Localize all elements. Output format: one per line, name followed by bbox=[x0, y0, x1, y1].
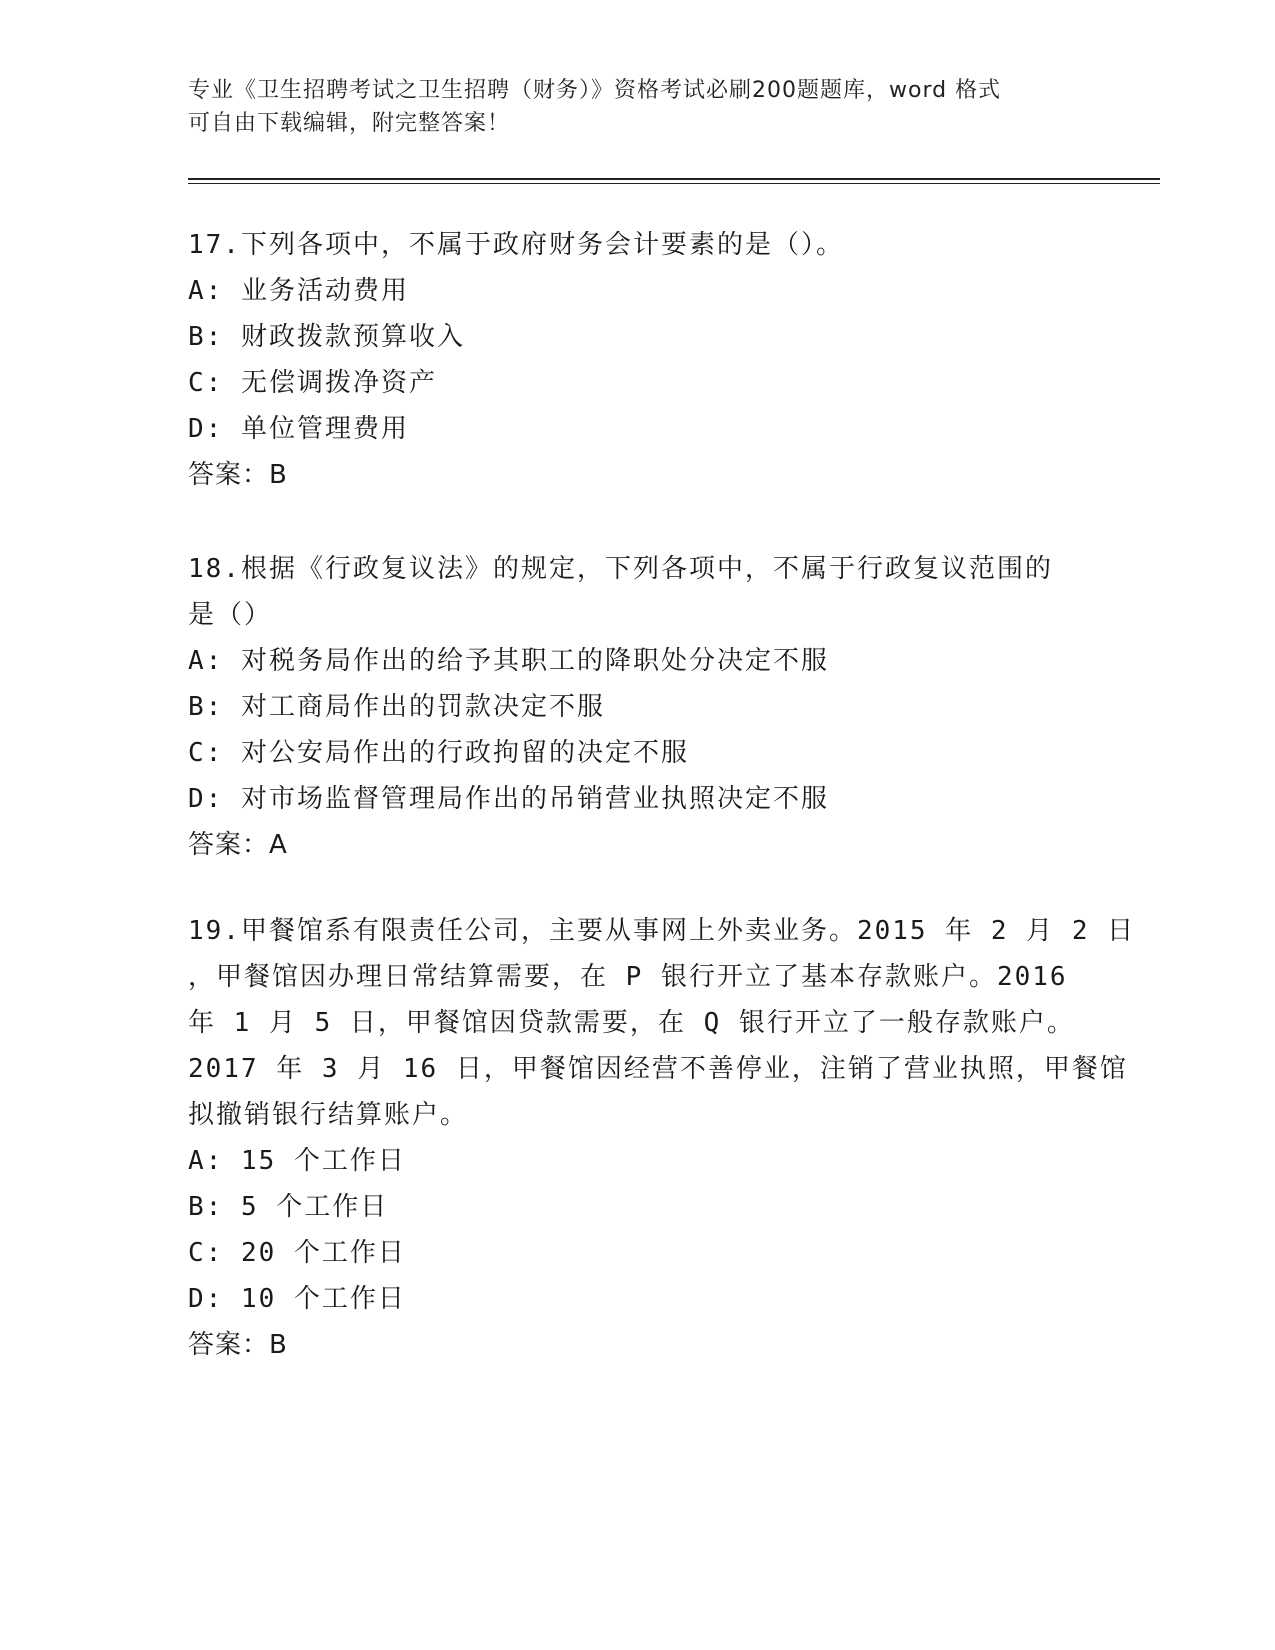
header-divider bbox=[188, 178, 1160, 180]
option-d: D: 单位管理费用 bbox=[188, 414, 409, 444]
header-line-2: 可自由下载编辑，附完整答案！ bbox=[188, 111, 511, 136]
header-line-1: 专业《卫生招聘考试之卫生招聘（财务）》资格考试必刷200题题库，word 格式 bbox=[188, 78, 1002, 103]
document-header bbox=[188, 74, 1088, 140]
question-stem-line-2: ，甲餐馆因办理日常结算需要，在 P 银行开立了基本存款账户。2016 bbox=[188, 962, 1068, 992]
option-b: B: 财政拨款预算收入 bbox=[188, 322, 465, 352]
option-b: B: 5 个工作日 bbox=[188, 1192, 389, 1222]
option-a: A: 对税务局作出的给予其职工的降职处分决定不服 bbox=[188, 646, 829, 676]
answer: 答案：B bbox=[188, 460, 288, 490]
question-stem-line-1: 18.根据《行政复议法》的规定，下列各项中，不属于行政复议范围的 bbox=[188, 554, 1053, 584]
question-19 bbox=[188, 908, 1136, 1368]
question-stem-line-4: 2017 年 3 月 16 日，甲餐馆因经营不善停业，注销了营业执照，甲餐馆 bbox=[188, 1054, 1128, 1084]
option-c: C: 20 个工作日 bbox=[188, 1238, 406, 1268]
option-b: B: 对工商局作出的罚款决定不服 bbox=[188, 692, 605, 722]
option-c: C: 对公安局作出的行政拘留的决定不服 bbox=[188, 738, 689, 768]
option-d: D: 对市场监督管理局作出的吊销营业执照决定不服 bbox=[188, 784, 829, 814]
answer: 答案：B bbox=[188, 1330, 288, 1360]
answer: 答案：A bbox=[188, 830, 288, 860]
question-17 bbox=[188, 222, 1088, 498]
question-stem-line-5: 拟撤销银行结算账户。 bbox=[188, 1100, 469, 1130]
option-a: A: 15 个工作日 bbox=[188, 1146, 406, 1176]
question-stem-line-1: 19.甲餐馆系有限责任公司，主要从事网上外卖业务。2015 年 2 月 2 日 bbox=[188, 916, 1136, 946]
question-stem-line-3: 年 1 月 5 日，甲餐馆因贷款需要，在 Q 银行开立了一般存款账户。 bbox=[188, 1008, 1075, 1038]
question-stem: 17.下列各项中，不属于政府财务会计要素的是（）。 bbox=[188, 230, 844, 260]
question-stem-line-2: 是（） bbox=[188, 600, 273, 630]
option-a: A: 业务活动费用 bbox=[188, 276, 409, 306]
header-divider-thin bbox=[188, 183, 1160, 184]
option-c: C: 无偿调拨净资产 bbox=[188, 368, 437, 398]
option-d: D: 10 个工作日 bbox=[188, 1284, 406, 1314]
question-18 bbox=[188, 546, 1088, 868]
